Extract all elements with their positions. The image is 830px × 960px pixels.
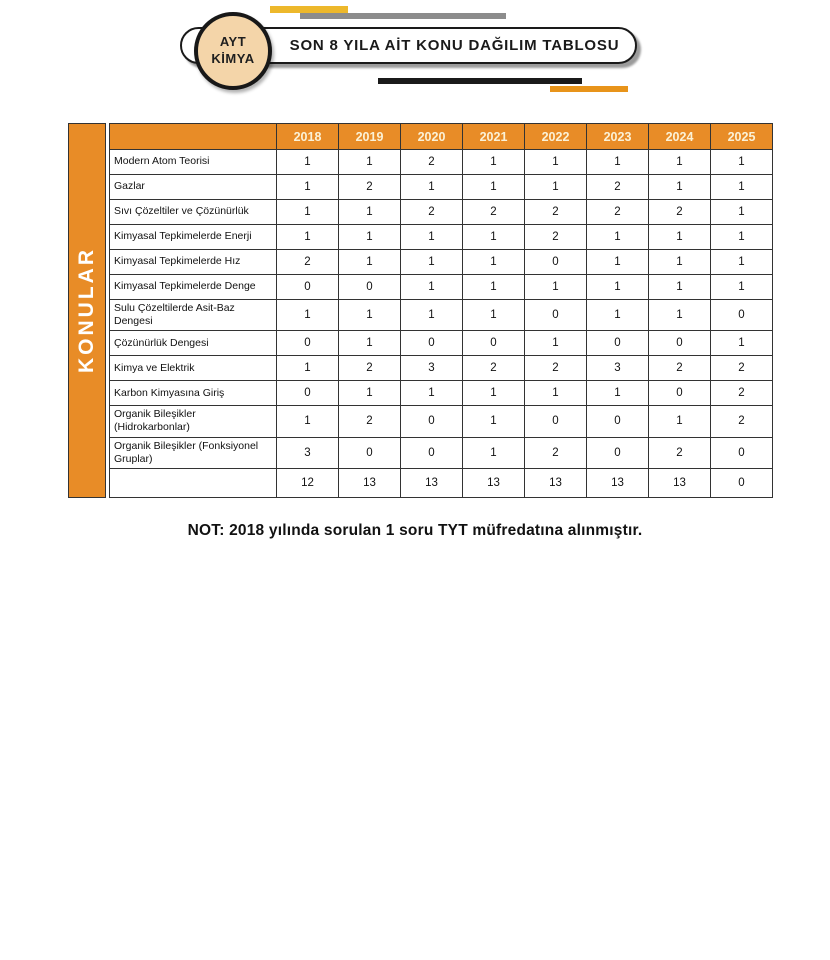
year-header: 2024 [649,124,711,150]
value-cell: 1 [339,225,401,250]
value-cell: 1 [463,381,525,406]
value-cell: 1 [277,150,339,175]
value-cell: 1 [463,300,525,331]
value-cell: 2 [339,175,401,200]
value-cell: 2 [525,200,587,225]
value-cell: 3 [401,356,463,381]
value-cell: 1 [277,200,339,225]
value-cell: 2 [525,356,587,381]
value-cell: 1 [277,406,339,437]
value-cell: 1 [649,175,711,200]
page-title: SON 8 YILA AİT KONU DAĞILIM TABLOSU [289,37,620,54]
topic-cell: Kimyasal Tepkimelerde Hız [110,250,277,275]
value-cell: 2 [339,406,401,437]
value-cell: 1 [463,150,525,175]
black-bar-decoration [378,78,582,84]
value-cell: 1 [463,175,525,200]
value-cell: 1 [649,275,711,300]
topic-cell: Karbon Kimyasına Giriş [110,381,277,406]
value-cell: 2 [401,150,463,175]
total-row [110,468,773,497]
value-cell: 2 [339,356,401,381]
gold-bar-decoration [270,6,348,13]
value-cell: 1 [587,275,649,300]
year-header: 2021 [463,124,525,150]
value-cell: 1 [711,250,773,275]
value-cell: 2 [587,175,649,200]
value-cell: 1 [711,150,773,175]
badge-subject: KİMYA [211,51,255,66]
value-cell: 0 [339,437,401,468]
value-cell: 1 [401,250,463,275]
value-cell: 1 [649,150,711,175]
topic-cell: Sulu Çözeltilerde Asit-Baz Dengesi [110,300,277,331]
value-cell: 0 [401,331,463,356]
topic-column-header [110,124,277,150]
value-cell: 1 [649,300,711,331]
topic-cell: Gazlar [110,175,277,200]
table-body [110,150,773,498]
year-header: 2020 [401,124,463,150]
value-cell: 1 [587,250,649,275]
value-cell: 2 [711,381,773,406]
value-cell: 0 [463,331,525,356]
value-cell: 1 [649,406,711,437]
value-cell: 2 [649,437,711,468]
value-cell: 1 [401,275,463,300]
value-cell: 2 [525,437,587,468]
table-row [110,356,773,381]
year-header: 2025 [711,124,773,150]
value-cell: 0 [649,381,711,406]
value-cell: 0 [401,437,463,468]
value-cell: 0 [401,406,463,437]
value-cell: 0 [711,437,773,468]
total-value-cell: 13 [463,468,525,497]
value-cell: 1 [401,225,463,250]
value-cell: 1 [463,250,525,275]
value-cell: 1 [711,200,773,225]
year-header-row [110,124,773,150]
table-row [110,250,773,275]
total-value-cell: 13 [339,468,401,497]
value-cell: 1 [587,225,649,250]
total-label-cell [110,468,277,497]
value-cell: 1 [277,300,339,331]
value-cell: 1 [401,381,463,406]
table-row [110,150,773,175]
table-row [110,437,773,468]
table-header [110,124,773,150]
value-cell: 1 [339,200,401,225]
total-value-cell: 0 [711,468,773,497]
value-cell: 0 [277,381,339,406]
value-cell: 3 [587,356,649,381]
value-cell: 0 [339,275,401,300]
exam-badge [194,12,272,90]
year-header: 2022 [525,124,587,150]
total-value-cell: 12 [277,468,339,497]
value-cell: 0 [277,275,339,300]
value-cell: 1 [525,275,587,300]
value-cell: 2 [277,250,339,275]
value-cell: 0 [525,300,587,331]
value-cell: 1 [277,356,339,381]
topic-cell: Çözünürlük Dengesi [110,331,277,356]
value-cell: 0 [649,331,711,356]
value-cell: 1 [463,225,525,250]
value-cell: 0 [587,437,649,468]
topic-cell: Kimyasal Tepkimelerde Denge [110,275,277,300]
value-cell: 0 [525,250,587,275]
badge-exam-type: AYT [219,34,247,50]
year-header: 2023 [587,124,649,150]
gray-bar-decoration [300,13,506,19]
value-cell: 1 [401,300,463,331]
value-cell: 1 [463,437,525,468]
value-cell: 1 [525,150,587,175]
value-cell: 1 [649,225,711,250]
distribution-table-container [68,123,773,498]
value-cell: 1 [525,331,587,356]
value-cell: 2 [525,225,587,250]
table-row [110,175,773,200]
topic-cell: Modern Atom Teorisi [110,150,277,175]
value-cell: 2 [401,200,463,225]
table-row [110,300,773,331]
topic-cell: Organik Bileşikler (Fonksiyonel Gruplar) [110,437,277,468]
value-cell: 1 [277,225,339,250]
value-cell: 1 [587,381,649,406]
total-value-cell: 13 [649,468,711,497]
value-cell: 1 [339,331,401,356]
value-cell: 1 [525,381,587,406]
topic-cell: Kimyasal Tepkimelerde Enerji [110,225,277,250]
table-row [110,381,773,406]
total-value-cell: 13 [525,468,587,497]
value-cell: 0 [525,406,587,437]
value-cell: 1 [711,331,773,356]
value-cell: 1 [525,175,587,200]
year-header: 2019 [339,124,401,150]
topic-cell: Sıvı Çözeltiler ve Çözünürlük [110,200,277,225]
value-cell: 1 [277,175,339,200]
sidebar-label: KONULAR [75,247,98,374]
value-cell: 2 [463,200,525,225]
value-cell: 1 [587,300,649,331]
value-cell: 0 [587,331,649,356]
value-cell: 3 [277,437,339,468]
table-row [110,331,773,356]
value-cell: 2 [711,406,773,437]
distribution-table [109,123,773,498]
table-row [110,406,773,437]
topic-cell: Kimya ve Elektrik [110,356,277,381]
value-cell: 2 [649,200,711,225]
value-cell: 2 [711,356,773,381]
value-cell: 2 [587,200,649,225]
value-cell: 1 [401,175,463,200]
total-value-cell: 13 [587,468,649,497]
value-cell: 0 [711,300,773,331]
value-cell: 1 [339,250,401,275]
value-cell: 0 [277,331,339,356]
value-cell: 1 [463,275,525,300]
total-value-cell: 13 [401,468,463,497]
table-row [110,200,773,225]
value-cell: 2 [463,356,525,381]
topic-cell: Organik Bileşikler (Hidrokarbonlar) [110,406,277,437]
value-cell: 2 [649,356,711,381]
value-cell: 1 [339,300,401,331]
value-cell: 1 [339,381,401,406]
value-cell: 1 [711,225,773,250]
konular-sidebar [68,123,106,498]
table-row [110,225,773,250]
value-cell: 1 [711,175,773,200]
value-cell: 1 [587,150,649,175]
orange-bar-decoration [550,86,628,92]
value-cell: 1 [463,406,525,437]
value-cell: 0 [587,406,649,437]
value-cell: 1 [711,275,773,300]
year-header: 2018 [277,124,339,150]
value-cell: 1 [649,250,711,275]
value-cell: 1 [339,150,401,175]
note-text: NOT: 2018 yılında sorulan 1 soru TYT müfredatına alınmıştır. [187,522,643,539]
table-row [110,275,773,300]
